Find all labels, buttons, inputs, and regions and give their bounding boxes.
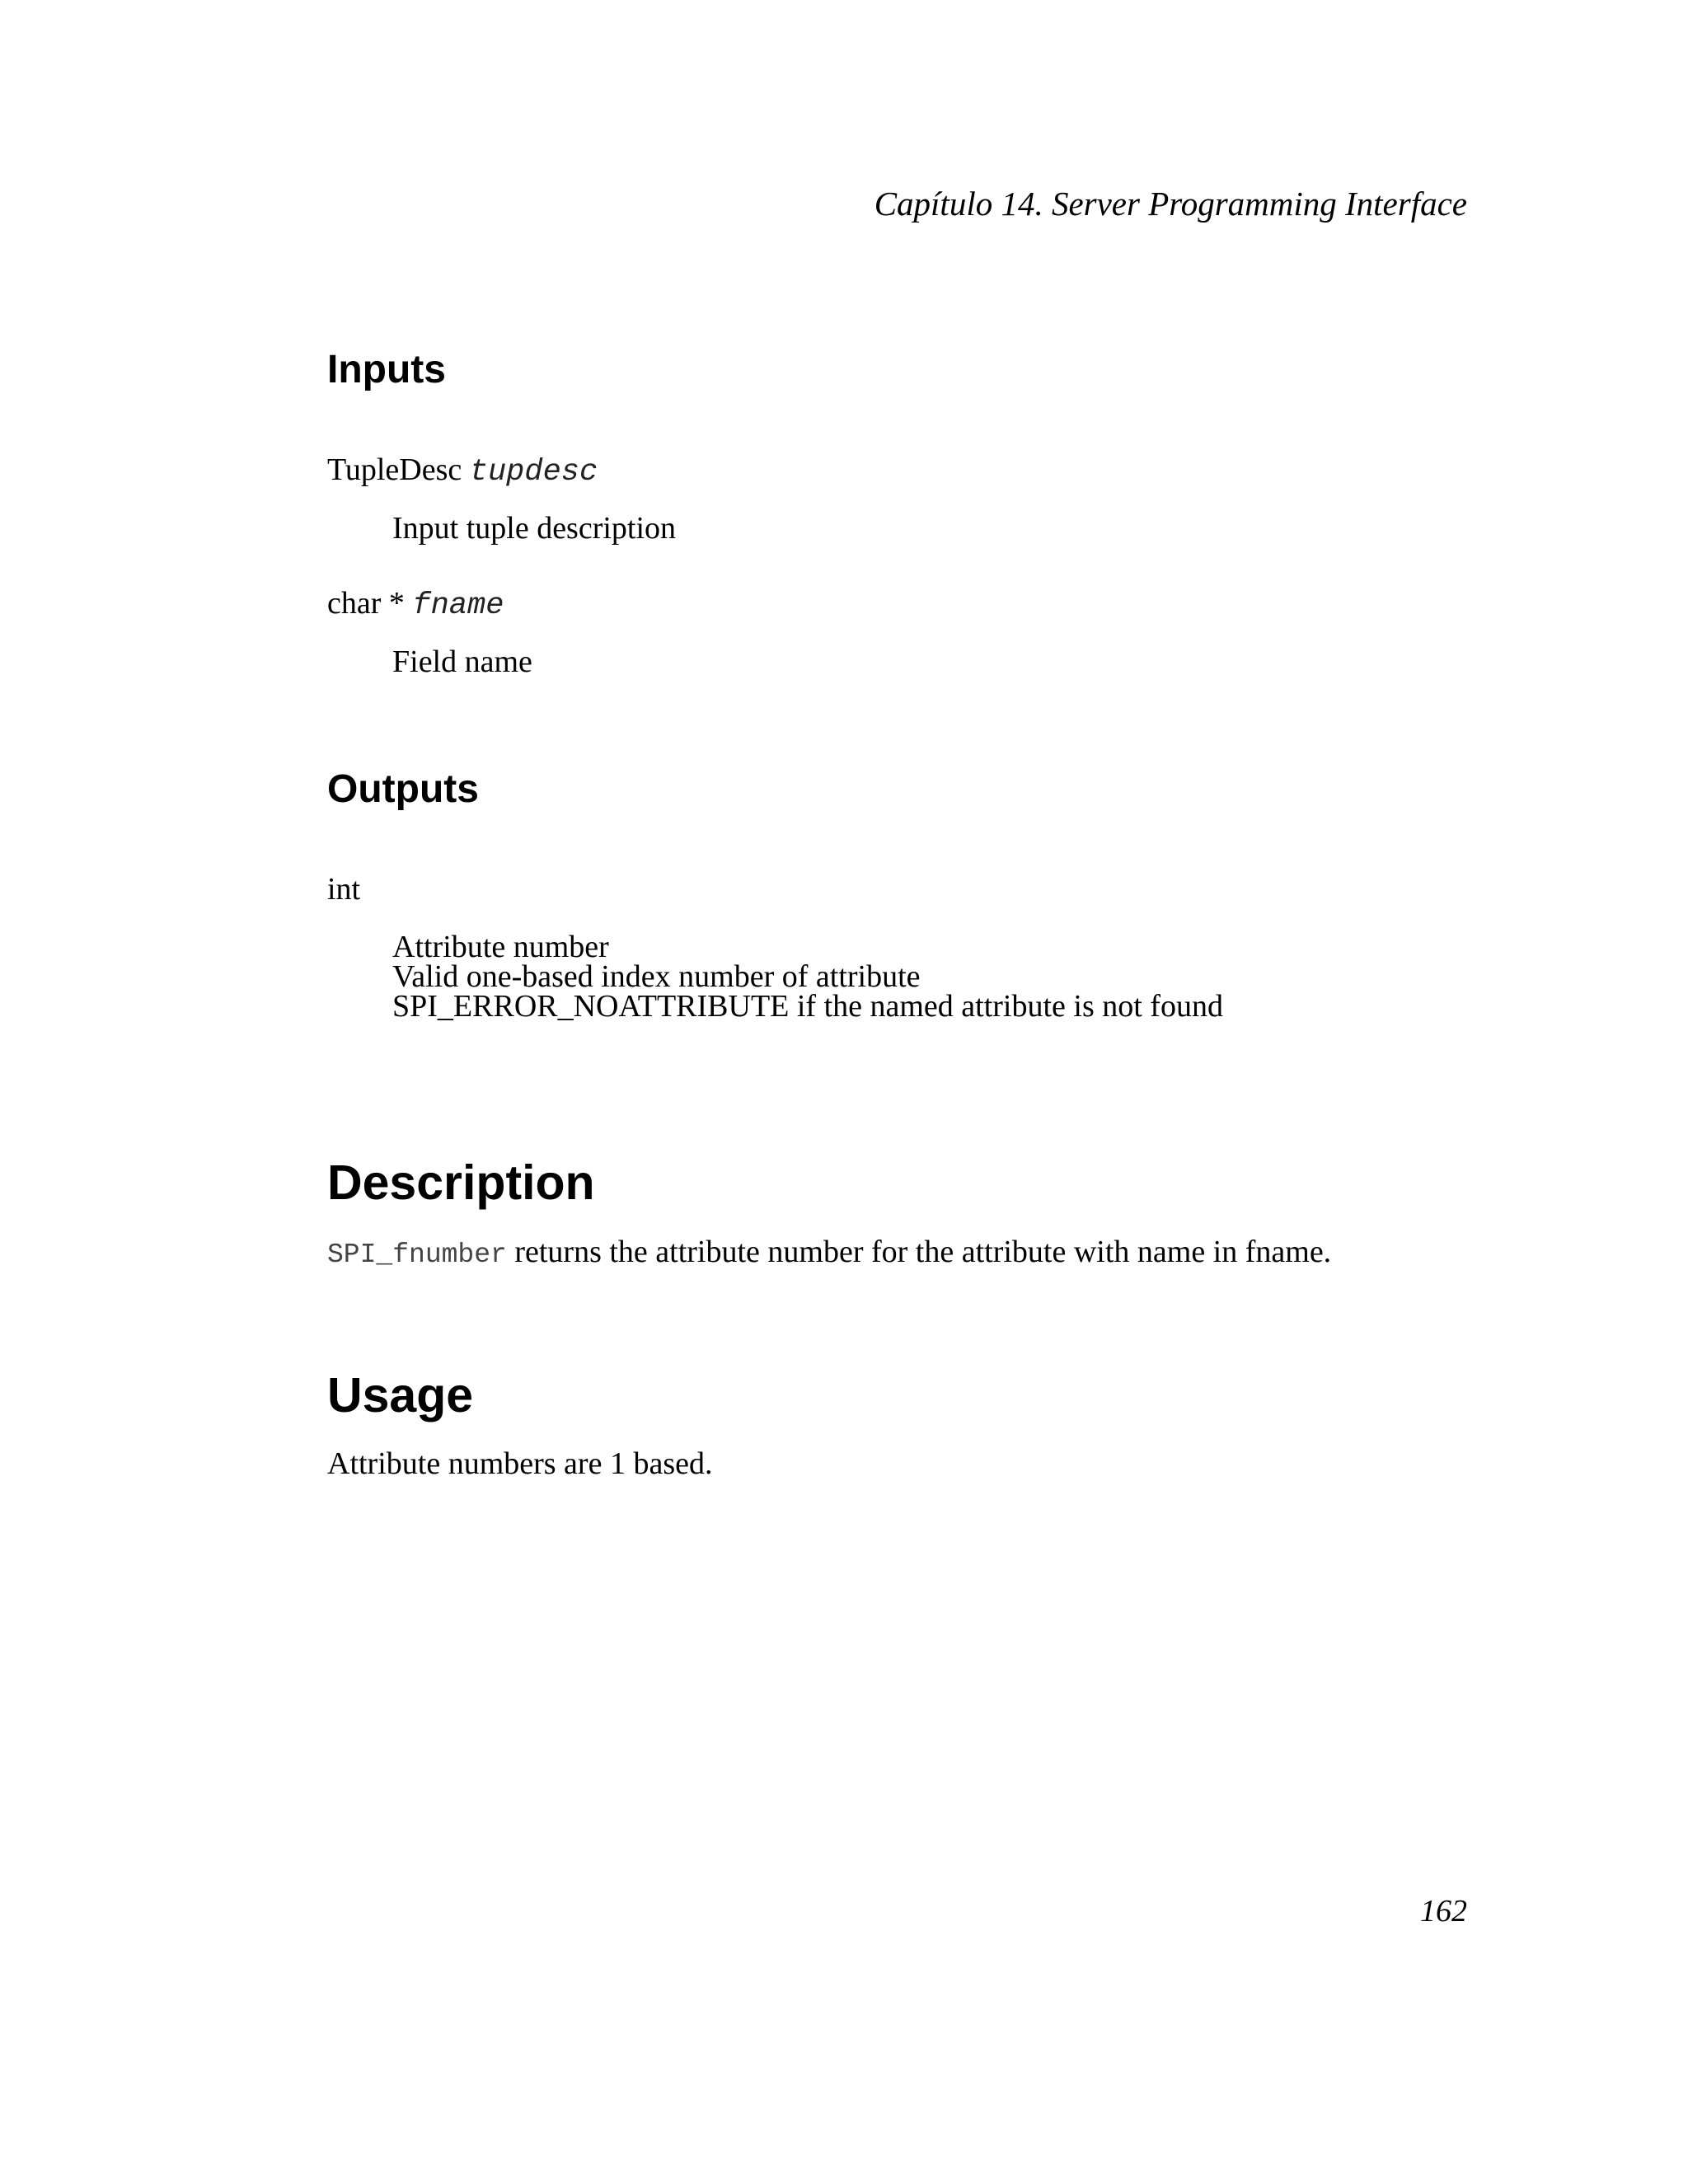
input-type: TupleDesc bbox=[327, 452, 462, 487]
output-line: Attribute number bbox=[392, 930, 609, 964]
input-type: char * bbox=[327, 586, 405, 621]
description-text: returns the attribute number for the attribute with name in fname. bbox=[506, 1235, 1332, 1269]
description-heading: Description bbox=[327, 1155, 595, 1210]
output-type: int bbox=[327, 872, 361, 907]
input-param: fname bbox=[412, 588, 504, 623]
usage-heading: Usage bbox=[327, 1368, 474, 1422]
output-line: Valid one-based index number of attribute bbox=[392, 959, 921, 994]
usage-paragraph: Attribute numbers are 1 based. bbox=[327, 1446, 713, 1481]
input-term-fname bbox=[327, 585, 504, 624]
input-description: Input tuple description bbox=[392, 511, 677, 546]
page-number: 162 bbox=[1420, 1894, 1467, 1929]
output-line: SPI_ERROR_NOATTRIBUTE if the named attribute is not found bbox=[392, 989, 1223, 1024]
inputs-heading: Inputs bbox=[327, 348, 446, 391]
input-param: tupdesc bbox=[469, 455, 598, 490]
input-description: Field name bbox=[392, 644, 532, 679]
output-description bbox=[392, 930, 1223, 1024]
input-term-tupdesc bbox=[327, 452, 598, 490]
outputs-heading: Outputs bbox=[327, 767, 479, 811]
description-paragraph bbox=[327, 1234, 1331, 1272]
running-header: Capítulo 14. Server Programming Interface bbox=[874, 185, 1467, 223]
function-name-code: SPI_fnumber bbox=[327, 1240, 507, 1270]
